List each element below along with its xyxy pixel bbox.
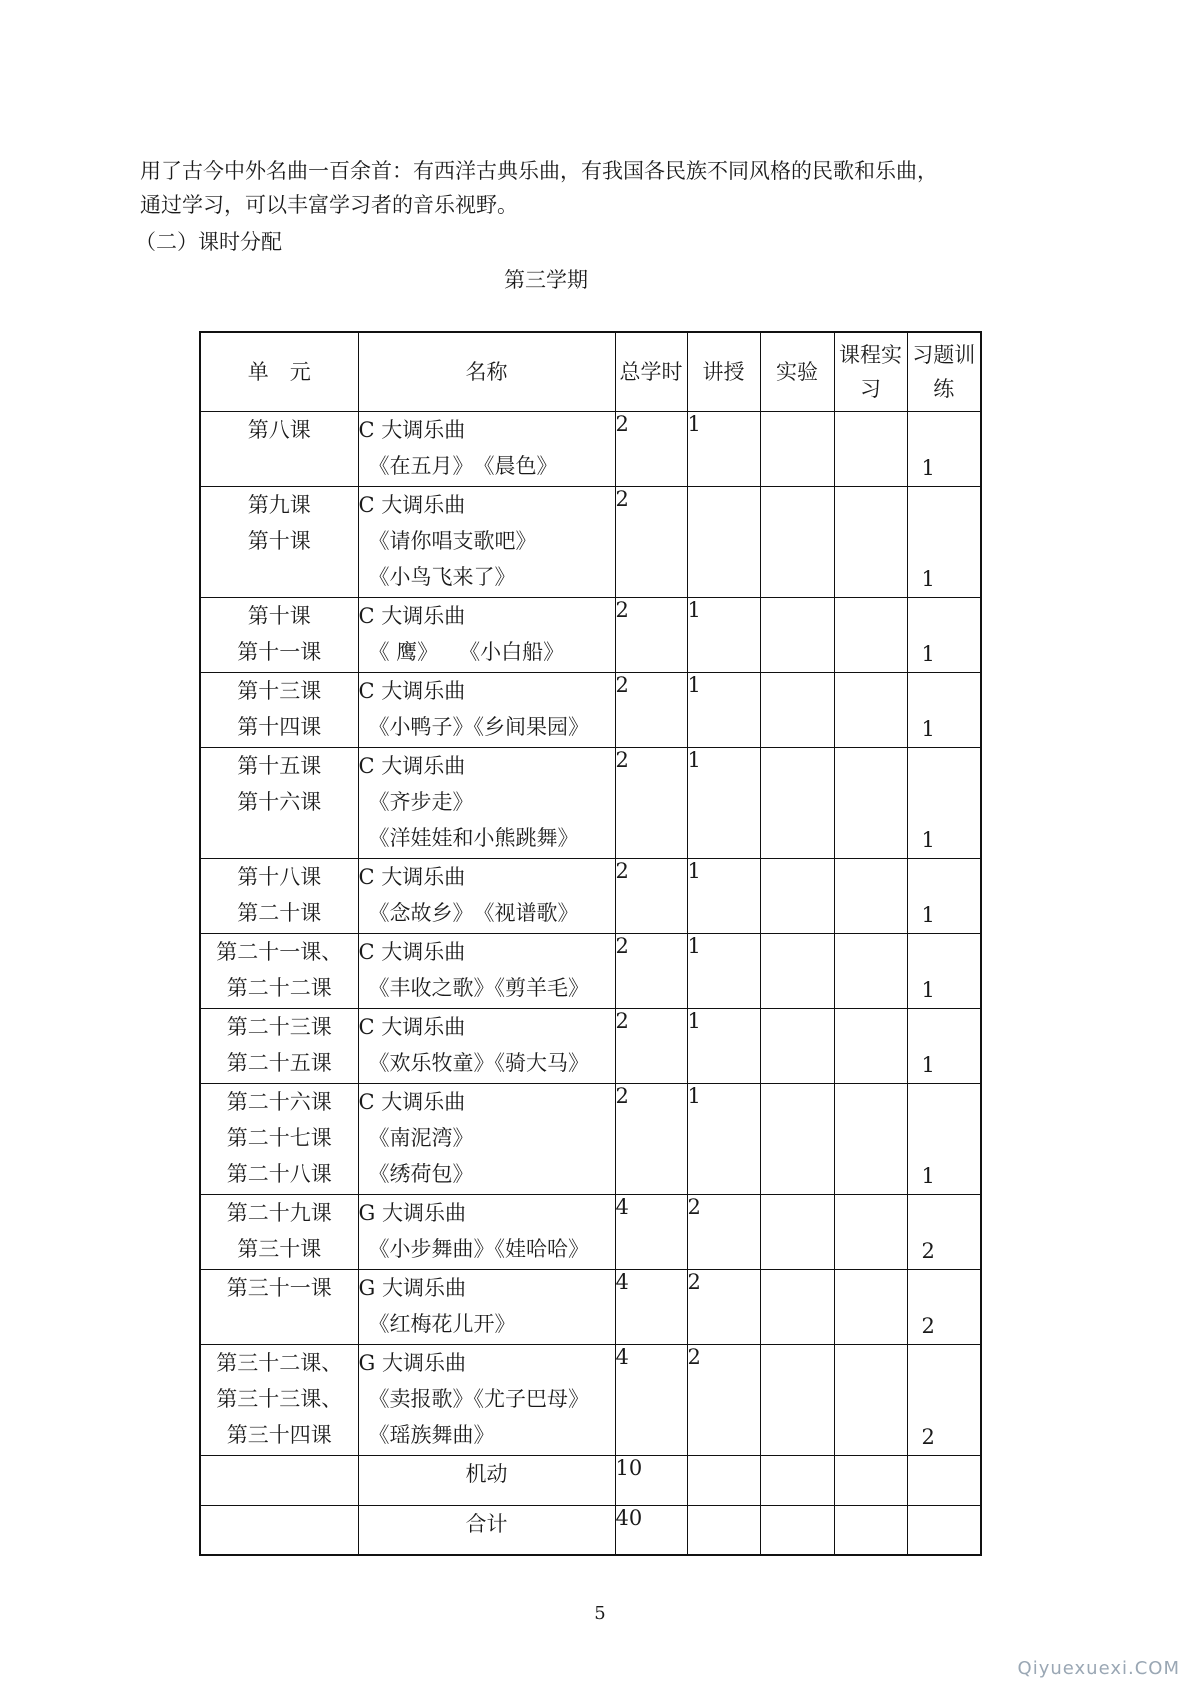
key-label: C 大调乐曲 <box>358 1089 466 1114</box>
key-label: C 大调乐曲 <box>358 603 466 628</box>
lecture-cell: 1 <box>687 597 760 672</box>
experiment-cell <box>760 672 834 747</box>
course-practice-cell <box>834 858 907 933</box>
table-row <box>200 411 981 486</box>
header-name: 名称 <box>358 332 615 411</box>
unit-line: 第二十九课 <box>226 1200 332 1225</box>
unit-line: 第十三课 <box>237 678 322 703</box>
song-titles: 《南泥湾》 <box>368 1125 474 1150</box>
experiment-cell <box>760 411 834 486</box>
empty-cell <box>760 1455 834 1505</box>
exercise-cell <box>907 1269 981 1344</box>
table-row <box>200 1008 981 1083</box>
song-titles: 《欢乐牧童》《骑大马》 <box>368 1050 589 1075</box>
term-title: 第三学期 <box>504 268 588 292</box>
table-row <box>200 747 981 858</box>
exercise-cell <box>907 597 981 672</box>
schedule-table-wrapper <box>199 331 982 1556</box>
key-label: G 大调乐曲 <box>358 1200 466 1225</box>
song-titles: 《绣荷包》 <box>368 1161 474 1186</box>
unit-line: 第二十五课 <box>226 1050 332 1075</box>
name-cell <box>358 411 615 486</box>
table-row <box>200 1344 981 1455</box>
song-titles: 《在五月》 《晨色》 <box>368 453 558 478</box>
song-titles: 《卖报歌》《尤子巴母》 <box>368 1386 589 1411</box>
total-hours-cell: 2 <box>615 1083 687 1194</box>
table-row <box>200 486 981 597</box>
exercise-value: 1 <box>921 1052 935 1077</box>
key-label: C 大调乐曲 <box>358 753 466 778</box>
key-label: C 大调乐曲 <box>358 678 466 703</box>
experiment-cell <box>760 597 834 672</box>
course-practice-cell <box>834 672 907 747</box>
exercise-value: 2 <box>921 1238 935 1263</box>
table-row <box>200 597 981 672</box>
song-titles: 《丰收之歌》《剪羊毛》 <box>368 975 589 1000</box>
exercise-cell <box>907 411 981 486</box>
exercise-cell <box>907 672 981 747</box>
unit-cell <box>200 1269 358 1344</box>
lecture-cell: 1 <box>687 1008 760 1083</box>
name-cell <box>358 597 615 672</box>
lecture-cell: 1 <box>687 858 760 933</box>
experiment-cell <box>760 1344 834 1455</box>
name-cell <box>358 672 615 747</box>
name-cell <box>358 486 615 597</box>
song-titles: 《小步舞曲》《娃哈哈》 <box>368 1236 589 1261</box>
unit-line: 第二十二课 <box>226 975 332 1000</box>
lecture-cell: 1 <box>687 411 760 486</box>
lecture-cell: 1 <box>687 747 760 858</box>
unit-line: 第十课 <box>247 528 311 553</box>
header-exercise: 习题训练 <box>907 332 981 411</box>
course-practice-cell <box>834 747 907 858</box>
schedule-table <box>199 331 982 1556</box>
total-hours-cell: 2 <box>615 933 687 1008</box>
empty-cell <box>760 1505 834 1555</box>
header-lecture: 讲授 <box>687 332 760 411</box>
empty-cell <box>834 1455 907 1505</box>
unit-line: 第八课 <box>247 417 311 442</box>
empty-cell <box>687 1455 760 1505</box>
unit-line: 第十六课 <box>237 789 322 814</box>
unit-cell <box>200 1083 358 1194</box>
unit-line: 第十八课 <box>237 864 322 889</box>
name-cell <box>358 1269 615 1344</box>
song-titles: 《 鹰》 《小白船》 <box>368 639 565 664</box>
lecture-cell: 2 <box>687 1344 760 1455</box>
exercise-value: 1 <box>921 641 935 666</box>
empty-cell <box>907 1455 981 1505</box>
unit-line: 第十课 <box>247 603 311 628</box>
exercise-cell <box>907 486 981 597</box>
empty-cell <box>907 1505 981 1555</box>
header-course-practice: 课程实习 <box>834 332 907 411</box>
unit-line: 第二十七课 <box>226 1125 332 1150</box>
song-titles: 《请你唱支歌吧》 <box>368 528 537 553</box>
song-titles: 《红梅花儿开》 <box>368 1311 516 1336</box>
summary-name-cell: 机动 <box>358 1455 615 1505</box>
unit-line: 第三十二课、 <box>216 1350 343 1375</box>
key-label: G 大调乐曲 <box>358 1275 466 1300</box>
exercise-value: 2 <box>921 1424 935 1449</box>
unit-cell <box>200 411 358 486</box>
unit-line: 第三十课 <box>237 1236 322 1261</box>
body-paragraph-line-2: 通过学习，可以丰富学习者的音乐视野。 <box>140 193 518 217</box>
unit-cell <box>200 1008 358 1083</box>
unit-line: 第二十六课 <box>226 1089 332 1114</box>
summary-unit-cell <box>200 1455 358 1505</box>
course-practice-cell <box>834 1083 907 1194</box>
exercise-value: 1 <box>921 455 935 480</box>
summary-total-cell: 10 <box>615 1455 687 1505</box>
lecture-cell: 1 <box>687 1083 760 1194</box>
key-label: C 大调乐曲 <box>358 864 466 889</box>
unit-line: 第三十四课 <box>226 1422 332 1447</box>
summary-total-cell: 40 <box>615 1505 687 1555</box>
key-label: C 大调乐曲 <box>358 417 466 442</box>
lecture-cell: 1 <box>687 672 760 747</box>
name-cell <box>358 1344 615 1455</box>
summary-row <box>200 1505 981 1555</box>
exercise-value: 1 <box>921 716 935 741</box>
course-practice-cell <box>834 597 907 672</box>
unit-line: 第十四课 <box>237 714 322 739</box>
key-label: C 大调乐曲 <box>358 492 466 517</box>
experiment-cell <box>760 1269 834 1344</box>
unit-cell <box>200 747 358 858</box>
key-label: C 大调乐曲 <box>358 1014 466 1039</box>
total-hours-cell: 4 <box>615 1344 687 1455</box>
empty-cell <box>687 1505 760 1555</box>
table-row <box>200 1269 981 1344</box>
body-paragraph-line-1: 用了古今中外名曲一百余首：有西洋古典乐曲，有我国各民族不同风格的民歌和乐曲， <box>140 159 938 183</box>
name-cell <box>358 858 615 933</box>
total-hours-cell: 2 <box>615 597 687 672</box>
experiment-cell <box>760 1008 834 1083</box>
song-titles: 《洋娃娃和小熊跳舞》 <box>368 825 579 850</box>
key-label: C 大调乐曲 <box>358 939 466 964</box>
total-hours-cell: 2 <box>615 1008 687 1083</box>
unit-cell <box>200 1194 358 1269</box>
summary-row <box>200 1455 981 1505</box>
exercise-cell <box>907 1083 981 1194</box>
header-unit: 单 元 <box>200 332 358 411</box>
experiment-cell <box>760 1083 834 1194</box>
summary-unit-cell <box>200 1505 358 1555</box>
course-practice-cell <box>834 1344 907 1455</box>
unit-line: 第十五课 <box>237 753 322 778</box>
table-row <box>200 1194 981 1269</box>
song-titles: 《小鸟飞来了》 <box>368 564 516 589</box>
name-cell <box>358 933 615 1008</box>
name-cell <box>358 1194 615 1269</box>
table-row <box>200 858 981 933</box>
name-cell <box>358 1008 615 1083</box>
table-row <box>200 933 981 1008</box>
total-hours-cell: 2 <box>615 411 687 486</box>
total-hours-cell: 4 <box>615 1269 687 1344</box>
table-row <box>200 672 981 747</box>
exercise-value: 1 <box>921 1163 935 1188</box>
section-title: （二）课时分配 <box>135 230 282 254</box>
unit-line: 第二十一课、 <box>216 939 343 964</box>
experiment-cell <box>760 486 834 597</box>
header-total-hours: 总学时 <box>615 332 687 411</box>
table-body <box>200 411 981 1555</box>
exercise-cell <box>907 1194 981 1269</box>
experiment-cell <box>760 858 834 933</box>
experiment-cell <box>760 1194 834 1269</box>
song-titles: 《小鸭子》《乡间果园》 <box>368 714 589 739</box>
unit-cell <box>200 933 358 1008</box>
table-row <box>200 1083 981 1194</box>
course-practice-cell <box>834 1194 907 1269</box>
unit-cell <box>200 486 358 597</box>
unit-line: 第二十三课 <box>226 1014 332 1039</box>
exercise-cell <box>907 1344 981 1455</box>
exercise-value: 1 <box>921 566 935 591</box>
total-hours-cell: 4 <box>615 1194 687 1269</box>
unit-line: 第十一课 <box>237 639 322 664</box>
unit-cell <box>200 858 358 933</box>
exercise-cell <box>907 1008 981 1083</box>
song-titles: 《念故乡》 《视谱歌》 <box>368 900 579 925</box>
total-hours-cell: 2 <box>615 858 687 933</box>
unit-cell <box>200 672 358 747</box>
unit-cell <box>200 597 358 672</box>
unit-line: 第三十一课 <box>226 1275 332 1300</box>
page-number: 5 <box>594 1603 606 1624</box>
unit-line: 第二十八课 <box>226 1161 332 1186</box>
lecture-cell: 1 <box>687 933 760 1008</box>
total-hours-cell: 2 <box>615 486 687 597</box>
course-practice-cell <box>834 933 907 1008</box>
name-cell <box>358 1083 615 1194</box>
name-cell <box>358 747 615 858</box>
lecture-cell <box>687 486 760 597</box>
course-practice-cell <box>834 411 907 486</box>
key-label: G 大调乐曲 <box>358 1350 466 1375</box>
lecture-cell: 2 <box>687 1194 760 1269</box>
experiment-cell <box>760 933 834 1008</box>
exercise-cell <box>907 933 981 1008</box>
empty-cell <box>834 1505 907 1555</box>
unit-line: 第三十三课、 <box>216 1386 343 1411</box>
course-practice-cell <box>834 486 907 597</box>
unit-cell <box>200 1344 358 1455</box>
course-practice-cell <box>834 1008 907 1083</box>
song-titles: 《瑶族舞曲》 <box>368 1422 495 1447</box>
exercise-value: 1 <box>921 902 935 927</box>
exercise-value: 1 <box>921 827 935 852</box>
exercise-value: 2 <box>921 1313 935 1338</box>
summary-name-cell: 合计 <box>358 1505 615 1555</box>
exercise-cell <box>907 747 981 858</box>
total-hours-cell: 2 <box>615 672 687 747</box>
unit-line: 第二十课 <box>237 900 322 925</box>
exercise-value: 1 <box>921 977 935 1002</box>
unit-line: 第九课 <box>247 492 311 517</box>
course-practice-cell <box>834 1269 907 1344</box>
header-experiment: 实验 <box>760 332 834 411</box>
table-header-row <box>200 332 981 411</box>
song-titles: 《齐步走》 <box>368 789 474 814</box>
total-hours-cell: 2 <box>615 747 687 858</box>
exercise-cell <box>907 858 981 933</box>
lecture-cell: 2 <box>687 1269 760 1344</box>
watermark-logo: Qiyuexuexi.COM <box>1017 1658 1180 1679</box>
experiment-cell <box>760 747 834 858</box>
